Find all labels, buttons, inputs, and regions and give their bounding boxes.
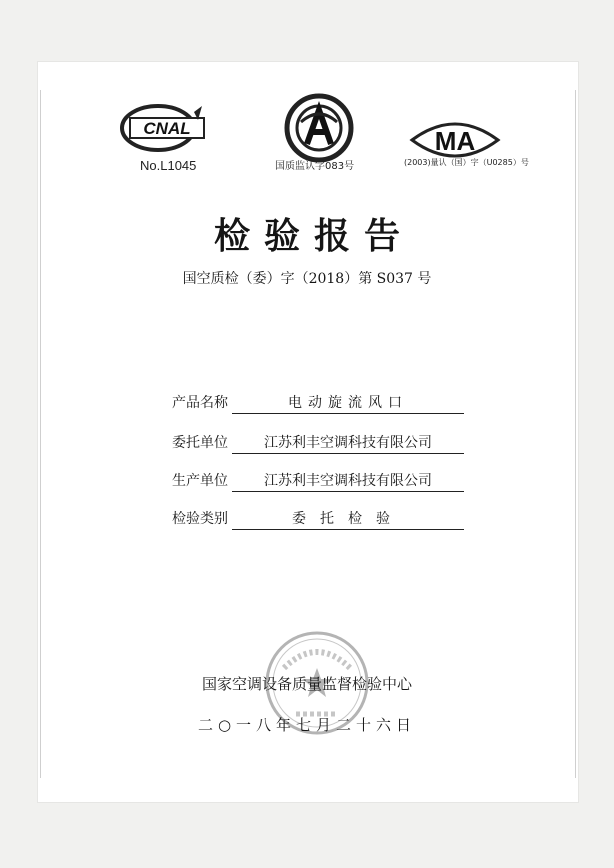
field-label: 委托单位 [172,435,228,451]
field-value: 委托检验 [292,511,404,527]
issue-date: 二○一八年七月二十六日 [197,716,417,734]
field-label: 产品名称 [172,395,228,411]
cnal-number: No.L1045 [140,158,197,173]
field-value: 电动旋流风口 [288,395,408,411]
field-underline [232,453,464,454]
field-underline [232,529,464,530]
ma-mark-text: MA [434,126,476,156]
inspection-center-name: 国家空调设备质量监督检验中心 [201,675,412,693]
field-label: 生产单位 [172,473,228,489]
cma-mark-text: CMA [317,172,321,173]
cnal-mark-text: CNAL [143,119,191,138]
field-underline [232,491,464,492]
cma-caption: 国质监认字083号 [275,161,355,172]
report-number: 国空质检（委）字（2018）第 S037 号 [182,271,432,287]
field-value: 江苏利丰空调科技有限公司 [264,435,432,451]
field-value: 江苏利丰空调科技有限公司 [264,473,432,489]
report-title: 检验报告 [213,216,414,257]
field-label: 检验类别 [172,511,228,527]
field-underline [232,413,464,414]
ma-caption: (2003)量认（国）字（U0285）号 [404,158,529,167]
